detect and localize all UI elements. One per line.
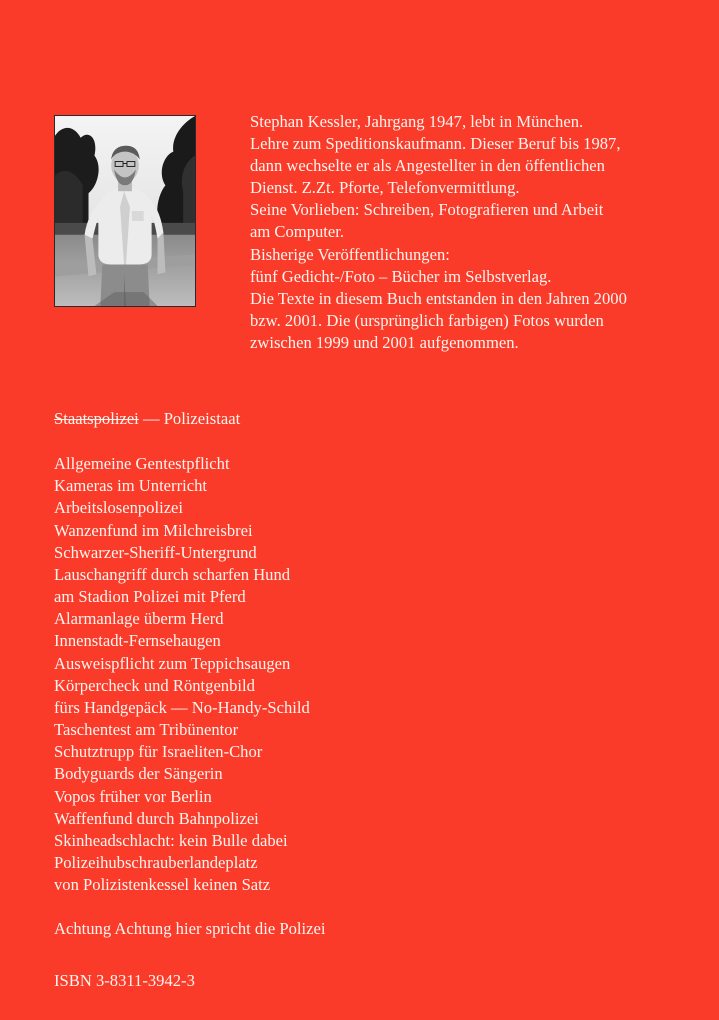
poem-line: Waffenfund durch Bahnpolizei [54,808,259,828]
bio-line: Die Texte in diesem Buch entstanden in den Jahren 2000 [250,288,627,308]
poem-stanza [54,453,674,896]
poem-line: Taschentest am Tribünentor [54,720,239,740]
poem-line: Alarmanlage überm Herd [54,609,224,629]
bio-line: am Computer. [250,222,345,242]
author-portrait-image [55,116,195,306]
poem-line: Schutztrupp für Israeliten-Chor [54,742,263,762]
poem-line: Körpercheck und Röntgenbild [54,675,255,695]
poem-line: Kameras im Unterricht [54,476,207,496]
bio-line: fünf Gedicht-/Foto – Bücher im Selbstverlag. [250,266,552,286]
poem-title-struck: Staatspolizei [54,409,139,428]
poem-line: Innenstadt-Fernsehaugen [54,631,221,651]
poem-line: Lauschangriff durch scharfen Hund [54,564,291,584]
poem-line: Ausweispflicht zum Teppichsaugen [54,653,291,673]
author-biography [250,111,690,354]
poem-line: fürs Handgepäck — No-Handy-Schild [54,697,310,717]
poem-line: am Stadion Polizei mit Pferd [54,587,246,607]
bio-line: Bisherige Veröffentlichungen: [250,244,450,264]
poem-line: Arbeitslosenpolizei [54,498,184,518]
bio-line: Lehre zum Speditionskaufmann. Dieser Beruf bis 1987, [250,134,621,154]
poem-closing-line: Achtung Achtung hier spricht die Polizei [54,919,326,939]
bio-line: bzw. 2001. Die (ursprünglich farbigen) Fotos wurden [250,310,604,330]
poem-line: Schwarzer-Sheriff-Untergrund [54,542,257,562]
poem-title [54,408,674,430]
poem-line: Bodyguards der Sängerin [54,764,223,784]
bio-line: zwischen 1999 und 2001 aufgenommen. [250,332,519,352]
bio-line: Dienst. Z.Zt. Pforte, Telefonvermittlung. [250,178,520,198]
isbn-number: ISBN 3-8311-3942-3 [54,971,195,990]
bio-line: Stephan Kessler, Jahrgang 1947, lebt in München. [250,112,584,131]
poem-title-rest: — Polizeistaat [138,409,241,428]
poem-line: Polizeihubschrauberlandeplatz [54,852,258,872]
poem-line: Allgemeine Gentestpflicht [54,454,230,474]
author-photo [54,115,196,307]
poem-line: Wanzenfund im Milchreisbrei [54,520,253,540]
bio-line: Seine Vorlieben: Schreiben, Fotografieren und Arbeit [250,200,604,220]
poem-line: von Polizistenkessel keinen Satz [54,875,271,895]
poem-line: Vopos früher vor Berlin [54,786,212,806]
poem-line: Skinheadschlacht: kein Bulle dabei [54,830,288,850]
bio-line: dann wechselte er als Angestellter in den öffentlichen [250,156,605,176]
poem [54,408,674,940]
